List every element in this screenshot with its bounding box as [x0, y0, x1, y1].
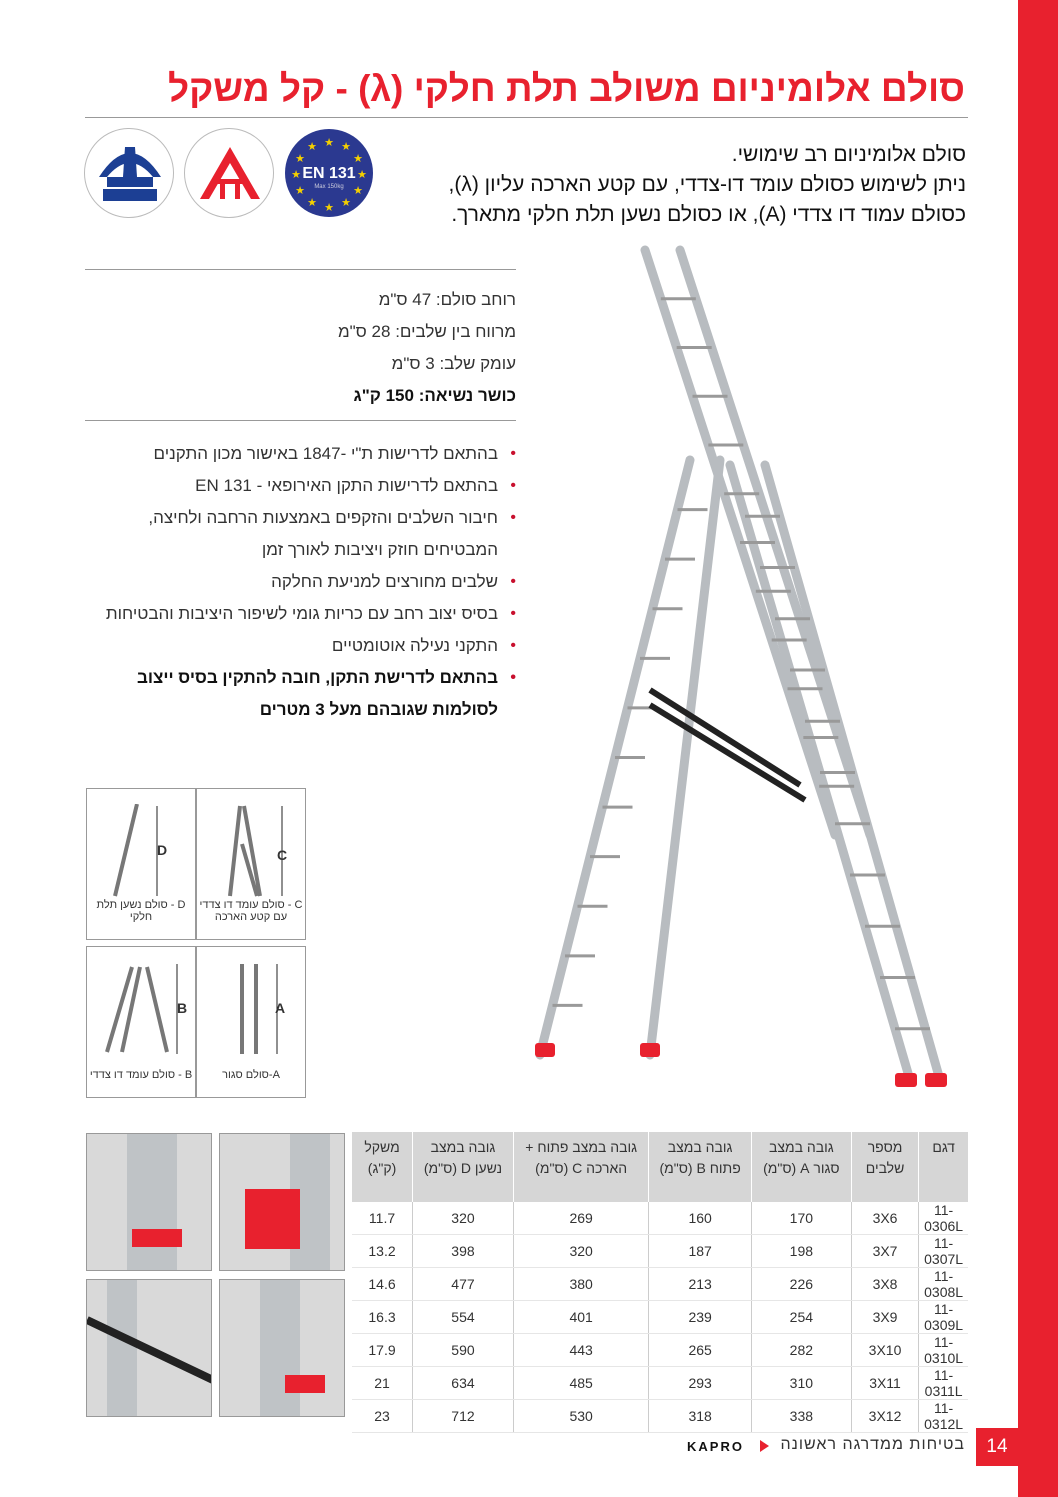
svg-text:★: ★ [353, 185, 363, 197]
feature-item: • התקני נעילה אוטומטיים [76, 630, 516, 662]
divider [85, 117, 968, 118]
table-cell: 254 [751, 1301, 851, 1334]
diagram-caption: C - סולם עומד דו צדדי עם קטע הארכה [199, 899, 303, 923]
svg-text:★: ★ [307, 197, 317, 209]
diagram-caption: A-סולם סגור [222, 1069, 280, 1081]
table-cell: 269 [513, 1202, 648, 1235]
israel-made-logo [84, 128, 174, 218]
svg-text:Max 150kg: Max 150kg [314, 184, 344, 190]
detail-photo-stay [86, 1279, 212, 1417]
diagram-caption: B - סולם עומד דו צדדי [89, 1069, 193, 1081]
feature-item: • חיבור השלבים והזקפים באמצעות הרחבה ולחיצה, המבטיחים חוזק ויציבות לאורך זמן [76, 502, 516, 566]
ladder-product-image [520, 235, 960, 1095]
svg-text:★: ★ [341, 141, 351, 153]
svg-text:EN 131: EN 131 [302, 165, 356, 182]
table-cell: 3X10 [851, 1334, 918, 1367]
diagram-a-closed [196, 946, 306, 1098]
description-line: סולם אלומיניום רב שימושי. [731, 143, 966, 166]
table-cell: 282 [751, 1334, 851, 1367]
table-cell: 21 [352, 1367, 413, 1400]
divider [85, 269, 516, 270]
column-header: גובה במצב פתוח + הארכה C (ס"מ) [513, 1132, 648, 1202]
svg-text:★: ★ [291, 169, 301, 181]
table-cell: 530 [513, 1400, 648, 1433]
table-cell: 634 [413, 1367, 514, 1400]
specs-list [338, 284, 516, 412]
table-cell: 11-0311L [919, 1367, 968, 1400]
arrow-icon [760, 1440, 769, 1452]
svg-text:★: ★ [324, 137, 334, 149]
table-cell: 23 [352, 1400, 413, 1433]
table-row [352, 1235, 968, 1268]
table-cell: 14.6 [352, 1268, 413, 1301]
table-cell: 11-0306L [919, 1202, 968, 1235]
svg-text:★: ★ [295, 185, 305, 197]
table-cell: 13.2 [352, 1235, 413, 1268]
table-cell: 398 [413, 1235, 514, 1268]
feature-item: • בהתאם לדרישת התקן, חובה להתקין בסיס ייצוב לסולמות שגובהם מעל 3 מטרים [76, 662, 516, 726]
table-cell: 187 [649, 1235, 751, 1268]
table-cell: 554 [413, 1301, 514, 1334]
feature-item: • שלבים מחורצים למניעת החלקה [76, 566, 516, 598]
column-header: גובה במצב סגור A (ס"מ) [751, 1132, 851, 1202]
table-cell: 485 [513, 1367, 648, 1400]
detail-photo-foot [86, 1133, 212, 1271]
diagram-caption: D - סולם נשען תלת חלקי [96, 899, 186, 923]
table-cell: 11-0312L [919, 1400, 968, 1433]
svg-text:★: ★ [341, 197, 351, 209]
table-row [352, 1202, 968, 1235]
column-header: מספר שלבים [851, 1132, 918, 1202]
table-cell: 160 [649, 1202, 751, 1235]
column-header: משקל (ק"ג) [352, 1132, 413, 1202]
table-cell: 3X11 [851, 1367, 918, 1400]
kapro-logo: KAPRO [687, 1439, 744, 1454]
diagram-d-leaning [86, 788, 196, 940]
column-header: דגם [919, 1132, 968, 1202]
description-line: ניתן לשימוש כסולם עומד דו-צדדי, עם קטע הארכה עליון (λ), [448, 173, 966, 196]
footer-tagline: בטיחות ממדרגה ראשונה [780, 1436, 965, 1453]
detail-photo-hinge [219, 1133, 345, 1271]
table-cell: 380 [513, 1268, 648, 1301]
table-row [352, 1367, 968, 1400]
table-row [352, 1400, 968, 1433]
table-cell: 338 [751, 1400, 851, 1433]
column-header: גובה במצב פתוח B (ס"מ) [649, 1132, 751, 1202]
table-cell: 17.9 [352, 1334, 413, 1367]
svg-text:★: ★ [295, 153, 305, 165]
table-row [352, 1301, 968, 1334]
table-cell: 3X9 [851, 1301, 918, 1334]
table-cell: 3X7 [851, 1235, 918, 1268]
divider [85, 420, 516, 421]
table-cell: 293 [649, 1367, 751, 1400]
table-cell: 318 [649, 1400, 751, 1433]
table-cell: 3X8 [851, 1268, 918, 1301]
table-cell: 16.3 [352, 1301, 413, 1334]
standards-institute-logo [184, 128, 274, 218]
svg-text:★: ★ [357, 169, 367, 181]
page-title: סולם אלומיניום משולב תלת חלקי (λ) - קל משקל [167, 68, 965, 109]
table-cell: 3X6 [851, 1202, 918, 1235]
table-cell: 320 [413, 1202, 514, 1235]
table-cell: 3X12 [851, 1400, 918, 1433]
table-cell: 310 [751, 1367, 851, 1400]
table-cell: 477 [413, 1268, 514, 1301]
spec-load-capacity: כושר נשיאה: 150 ק"ג [353, 386, 516, 405]
feature-item: • בסיס יצוב רחב עם כריות גומי לשיפור היציבות והבטיחות [76, 598, 516, 630]
table-cell: 265 [649, 1334, 751, 1367]
product-description [449, 140, 966, 230]
feature-item: • בהתאם לדרישות ת"י -1847 באישור מכון התקנים [76, 438, 516, 470]
table-cell: 11-0309L [919, 1301, 968, 1334]
spec-rung-spacing: מרווח בין שלבים: 28 ס"מ [337, 322, 516, 341]
svg-text:★: ★ [324, 202, 334, 214]
diagram-b-standing [86, 946, 196, 1098]
features-list [76, 438, 516, 726]
en131-logo [284, 128, 374, 218]
diagram-letter: D [157, 842, 168, 858]
svg-text:★: ★ [353, 153, 363, 165]
models-table [352, 1132, 968, 1433]
svg-text:★: ★ [307, 141, 317, 153]
description-line: כסולם עמוד דו צדדי (A), או כסולם נשען תלת חלקי מתארך. [451, 203, 966, 226]
diagram-letter: A [275, 1000, 286, 1016]
table-row [352, 1334, 968, 1367]
table-cell: 320 [513, 1235, 648, 1268]
red-side-band [1018, 0, 1058, 1497]
table-cell: 11-0310L [919, 1334, 968, 1367]
table-cell: 401 [513, 1301, 648, 1334]
diagram-c-extended [196, 788, 306, 940]
table-cell: 170 [751, 1202, 851, 1235]
table-cell: 590 [413, 1334, 514, 1367]
table-cell: 198 [751, 1235, 851, 1268]
table-cell: 443 [513, 1334, 648, 1367]
table-cell: 11-0308L [919, 1268, 968, 1301]
table-cell: 11-0307L [919, 1235, 968, 1268]
diagram-letter: C [277, 847, 288, 863]
table-cell: 213 [649, 1268, 751, 1301]
detail-photo-lock [219, 1279, 345, 1417]
diagram-letter: B [177, 1000, 188, 1016]
table-cell: 226 [751, 1268, 851, 1301]
feature-item: • בהתאם לדרישות התקן האירופאי - EN 131 [76, 470, 516, 502]
table-row [352, 1268, 968, 1301]
spec-rung-depth: עומק שלב: 3 ס"מ [391, 354, 516, 373]
table-cell: 239 [649, 1301, 751, 1334]
column-header: גובה במצב נשען D (ס"מ) [413, 1132, 514, 1202]
spec-width: רוחב סולם: 47 ס"מ [378, 290, 516, 309]
table-cell: 712 [413, 1400, 514, 1433]
table-cell: 11.7 [352, 1202, 413, 1235]
page-number: 14 [976, 1428, 1018, 1466]
